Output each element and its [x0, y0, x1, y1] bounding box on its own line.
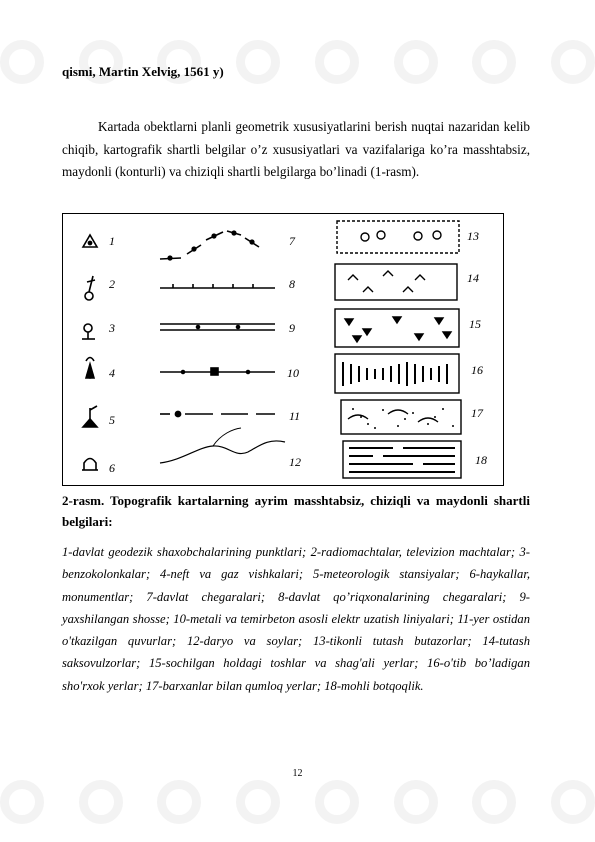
figure-number-5: 5 [109, 413, 115, 427]
state-border-symbol [160, 231, 259, 260]
stones-area-symbol [335, 309, 459, 347]
saxaul-area-symbol [335, 264, 457, 300]
figure-number-8: 8 [289, 277, 295, 291]
sand-dunes-area-symbol [341, 400, 461, 434]
meteo-station-symbol [83, 419, 97, 427]
figure-number-18: 18 [475, 453, 487, 467]
figure-number-2: 2 [109, 277, 115, 291]
river-symbol [160, 441, 285, 463]
radio-mast-symbol [85, 292, 93, 300]
fuel-station-symbol [84, 324, 92, 332]
figure-number-6: 6 [109, 461, 115, 475]
page-number: 12 [292, 768, 303, 779]
figure-caption-legend: 1-davlat geodezik shaxobchalarining punktlari; 2-radiomachtalar, televizion machtalar; 3-benzokolonkalar; 4-neft va gaz vishkalari; 5-meteorologik stansiyalar; 6-haykallar, monumentlar; 7-davlat chegaralari; 8-davlat qo’riqxonalarining chegaralari; 9-yaxshilangan shosse; 10-metali va temirbeton asosli elektr uzatish liniyalari; 11-yer ostidan o'tkazilgan quvurlar; 12-daryo va soylar; 13-tikonli tutash butazorlar; 14-tutash saksovulzorlar; 15-sochilgan holdagi toshlar va shag'ali yerlar; 16-o'tib bo’ladigan sho'rxok yerlar; 17-barxanlar bilan qumloq yerlar; 18-mohli botqoqlik. [62, 545, 530, 693]
figure-number-11: 11 [289, 409, 301, 423]
figure-drawing [63, 214, 505, 487]
figure-conventional-signs [62, 213, 504, 486]
monument-symbol [84, 459, 96, 471]
highway-symbol [160, 324, 275, 330]
heading-fragment: qismi, Martin Xelvig, 1561 y) [62, 64, 224, 79]
body-paragraph [62, 116, 530, 184]
figure-number-12: 12 [289, 455, 301, 469]
figure-number-10: 10 [287, 366, 299, 380]
pipeline-symbol [160, 411, 275, 416]
body-paragraph-text: Kartada obektlarni planli geometrik xususiyatlarini berish nuqtai nazaridan kelib chiqib, kartografik shartli belgilar o’z xususiyatlari va vazifalariga ko’ra masshtabsiz, maydonli (konturli) va chiziqli shartli belgilarga bo’linadi (1-rasm). [62, 119, 530, 179]
figure-caption-title: 2-rasm. Topografik kartalarning ayrim masshtabsiz, chiziqli va maydonli shartli belgilari: [62, 493, 530, 529]
power-line-symbol [160, 368, 275, 375]
geodetic-point-dot [88, 241, 91, 244]
figure-number-17: 17 [471, 406, 483, 420]
figure-number-4: 4 [109, 366, 115, 380]
figure-number-13: 13 [467, 229, 479, 243]
figure-number-14: 14 [467, 271, 479, 285]
salt-marsh-area-symbol [335, 354, 459, 393]
figure-number-15: 15 [469, 317, 481, 331]
figure-number-7: 7 [289, 234, 295, 248]
figure-number-9: 9 [289, 321, 295, 335]
figure-number-3: 3 [109, 321, 115, 335]
figure-number-16: 16 [471, 363, 483, 377]
reserve-border-symbol [160, 284, 275, 288]
figure-number-1: 1 [109, 234, 115, 248]
